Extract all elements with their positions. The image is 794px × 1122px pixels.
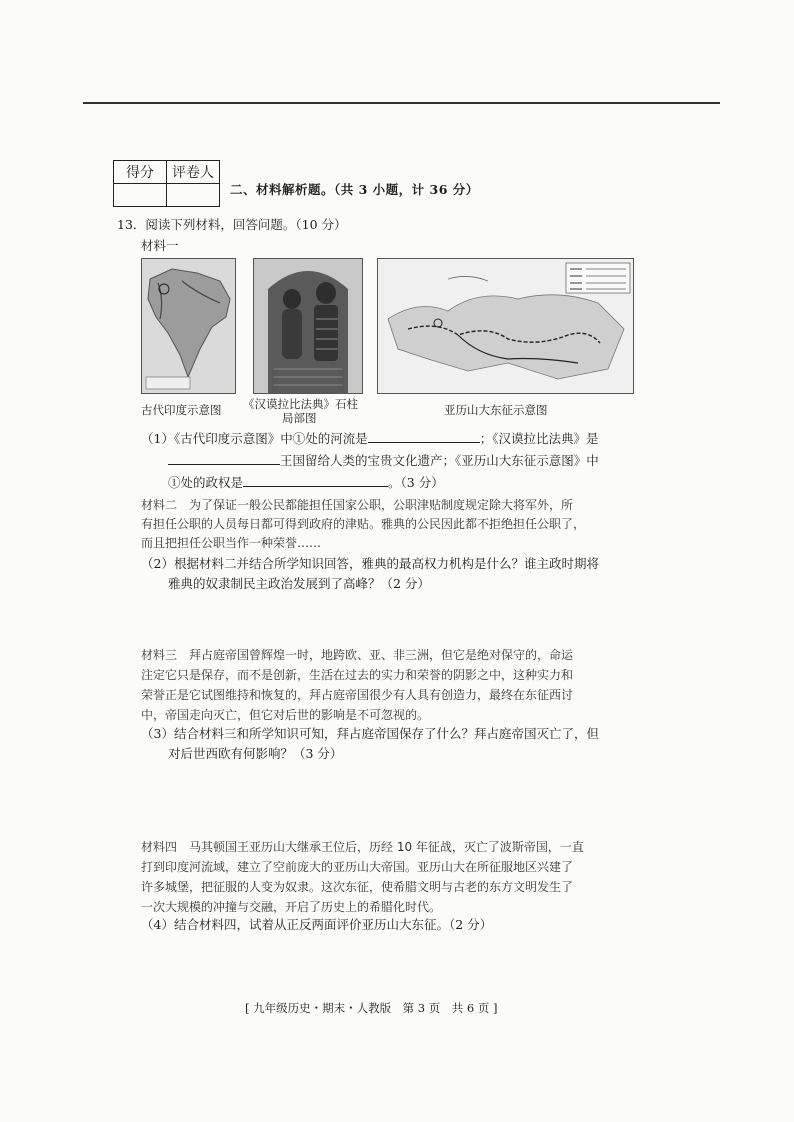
material2-line: 有担任公职的人员每日都可得到政府的津贴。雅典的公民因此都不拒绝担任公职了， [141, 517, 586, 531]
q3-line: （3）结合材料三和所学知识可知，拜占庭帝国保存了什么？拜占庭帝国灭亡了，但 [141, 726, 599, 741]
hammurabi-stele-photo [253, 258, 363, 394]
material4-line: 许多城堡，把征服的人变为奴隶。这次东征，使希腊文明与古老的东方文明发生了 [141, 880, 574, 894]
india-map-icon [142, 259, 235, 393]
alexander-campaign-map [377, 258, 634, 394]
fig2-caption-line2: 局部图 [282, 411, 317, 425]
q2-line: （2）根据材料二并结合所学知识回答，雅典的最高权力机构是什么？谁主政时期将 [141, 556, 599, 571]
q1-blank-regime[interactable] [243, 472, 388, 487]
score-label: 得分 [114, 161, 167, 184]
score-table [113, 160, 220, 207]
q2-line: 雅典的奴隶制民主政治发展到了高峰？（2 分） [168, 576, 430, 591]
top-rule [83, 102, 720, 104]
material4-line: 打到印度河流域，建立了空前庞大的亚历山大帝国。亚历山大在所征服地区兴建了 [141, 860, 574, 874]
q1-line3-b: 。（3 分） [388, 475, 444, 490]
grader-label: 评卷人 [167, 161, 220, 184]
q1-line3 [168, 472, 444, 493]
q1-blank-river[interactable] [368, 428, 480, 443]
material3-line: 注定它只是保存，而不是创新，生活在过去的实力和荣誉的阴影之中，这种实力和 [141, 668, 574, 682]
material1-label: 材料一 [141, 238, 179, 253]
section-title: 二、材料解析题。（共 3 小题，计 36 分） [230, 182, 479, 197]
campaign-map-icon [378, 259, 633, 393]
q1-blank-kingdom[interactable] [168, 450, 280, 465]
question-stem: 13．阅读下列材料，回答问题。（10 分） [117, 217, 347, 232]
q1-line1 [141, 428, 598, 449]
page-footer: [ 九年级历史・期末・人教版 第 3 页 共 6 页 ] [245, 1001, 498, 1015]
fig3-caption: 亚历山大东征示意图 [444, 403, 548, 417]
q4-line: （4）结合材料四，试着从正反两面评价亚历山大东征。（2 分） [141, 917, 493, 932]
q1-line3-a: ①处的政权是 [168, 475, 244, 490]
material2-line: 而且把担任公职当作一种荣誉…… [141, 536, 322, 550]
material3-line: 材料三 拜占庭帝国曾辉煌一时，地跨欧、亚、非三洲，但它是绝对保守的，命运 [141, 648, 574, 662]
fig2-caption-line1: 《汉谟拉比法典》石柱 [243, 397, 358, 411]
material2-line: 材料二 为了保证一般公民都能担任国家公职，公职津贴制度规定除大将军外，所 [141, 498, 574, 512]
q3-line: 对后世西欧有何影响？（3 分） [168, 746, 343, 761]
fig1-caption: 古代印度示意图 [141, 403, 222, 417]
q1-line2 [168, 450, 599, 471]
ancient-india-map [141, 258, 236, 394]
material3-line: 荣誉正是它试图维持和恢复的，拜占庭帝国很少有人具有创造力，最终在东征西讨 [141, 688, 574, 702]
q1-line2-text: 王国留给人类的宝贵文化遗产；《亚历山大东征示意图》中 [280, 453, 599, 468]
material4-line: 一次大规模的冲撞与交融，开启了历史上的希腊化时代。 [141, 900, 442, 914]
stele-relief-icon [254, 259, 362, 393]
q1-line1-b: ；《汉谟拉比法典》是 [479, 431, 599, 446]
material3-line: 中，帝国走向灭亡，但它对后世的影响是不可忽视的。 [141, 708, 430, 722]
grader-cell [167, 184, 220, 207]
material4-line: 材料四 马其顿国王亚历山大继承王位后，历经 10 年征战，灭亡了波斯帝国，一直 [141, 840, 584, 854]
score-cell [114, 184, 167, 207]
q1-line1-a: （1）《古代印度示意图》中①处的河流是 [141, 431, 368, 446]
